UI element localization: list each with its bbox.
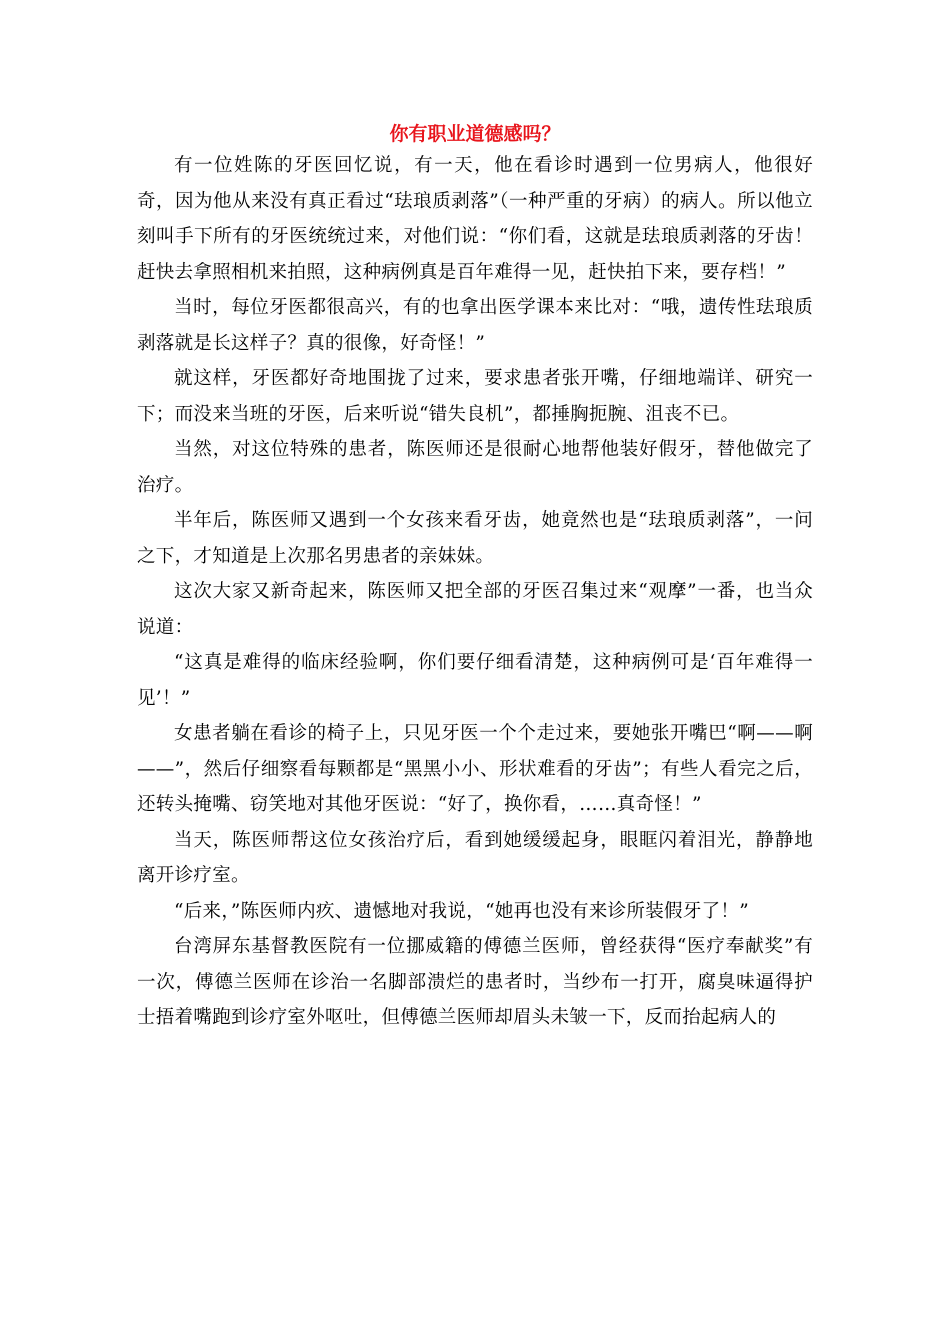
paragraph-3: 就这样，牙医都好奇地围拢了过来，要求患者张开嘴，仔细地端详、研究一下；而没来当班的牙医，后来听说“错失良机”，都捶胸扼腕、沮丧不已。 [137,368,813,425]
paragraph-4: 当然，对这位特殊的患者，陈医师还是很耐心地帮他装好假牙，替他做完了治疗。 [137,439,813,496]
paragraph-6: 这次大家又新奇起来，陈医师又把全部的牙医召集过来“观摩”一番，也当众说道： [137,581,813,638]
paragraph-9: 当天，陈医师帮这位女孩治疗后，看到她缓缓起身，眼眶闪着泪光，静静地离开诊疗室。 [137,829,813,886]
paragraph-7: “这真是难得的临床经验啊，你们要仔细看清楚，这种病例可是‘百年难得一见’！” [137,652,813,709]
document-body [137,148,813,1036]
paragraph-11: 台湾屏东基督教医院有一位挪威籍的傅德兰医师，曾经获得“医疗奉献奖”有一次，傅德兰医师在诊治一名脚部溃烂的患者时，当纱布一打开，腐臭味逼得护士捂着嘴跑到诊疗室外呕吐，但傅德兰医师却眉头未皱一下，反而抬起病人的 [137,936,813,1028]
document-title: 你有职业道德感吗？ [389,123,561,145]
paragraph-1: 有一位姓陈的牙医回忆说，有一天，他在看诊时遇到一位男病人，他很好奇，因为他从来没有真正看过“珐琅质剥落”（一种严重的牙病）的病人。所以他立刻叫手下所有的牙医统统过来，对他们说：“你们看，这就是珐琅质剥落的牙齿！赶快去拿照相机来拍照，这种病例真是百年难得一见，赶快拍下来，要存档！” [137,155,813,283]
paragraph-5: 半年后，陈医师又遇到一个女孩来看牙齿，她竟然也是“珐琅质剥落”，一问之下，才知道是上次那名男患者的亲妹妹。 [137,510,813,567]
paragraph-8: 女患者躺在看诊的椅子上，只见牙医一个个走过来，要她张开嘴巴“啊——啊——”，然后仔细察看每颗都是“黑黑小小、形状难看的牙齿”；有些人看完之后，还转头掩嘴、窃笑地对其他牙医说：“好了，换你看，……真奇怪！” [137,723,813,815]
paragraph-10: “后来，”陈医师内疚、遗憾地对我说，“她再也没有来诊所装假牙了！” [174,900,749,922]
paragraph-2: 当时，每位牙医都很高兴，有的也拿出医学课本来比对：“哦，遗传性珐琅质剥落就是长这样子？真的很像，好奇怪！” [137,297,813,354]
